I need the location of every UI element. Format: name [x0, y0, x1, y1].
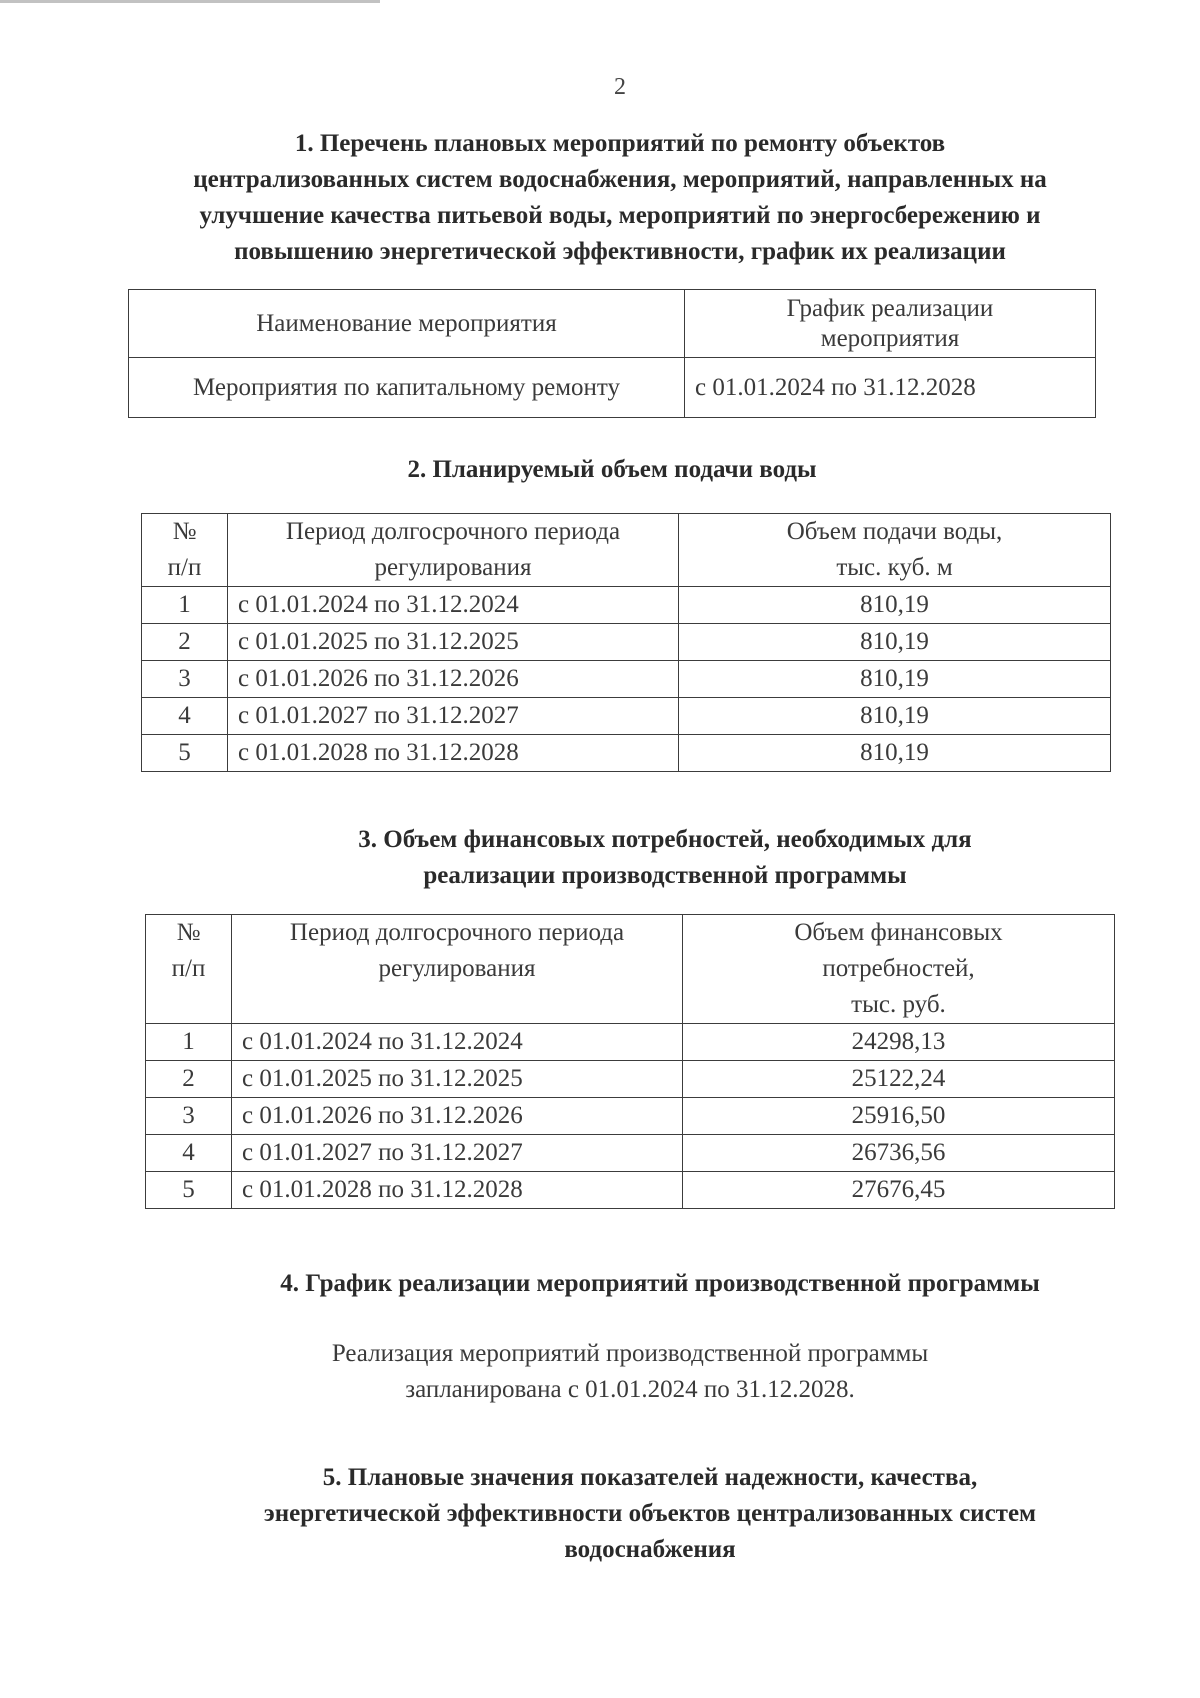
table-row	[142, 661, 1111, 698]
section2-title: 2. Планируемый объем подачи воды	[407, 456, 817, 483]
section3-title-line: реализации производственной программы	[423, 862, 907, 889]
header-period-line: регулирования	[378, 955, 536, 982]
row-amount: 25916,50	[683, 1098, 1115, 1135]
row-volume: 810,19	[679, 587, 1111, 624]
header-schedule-line: мероприятия	[820, 324, 960, 352]
financial-header-row	[146, 915, 1115, 1024]
section1-title-line: 1. Перечень плановых мероприятий по ремонту объектов	[294, 130, 946, 157]
section1-title-line: повышению энергетической эффективности, график их реализации	[234, 238, 1006, 265]
row-num: 2	[146, 1061, 232, 1098]
header-activity-name	[129, 290, 685, 358]
section5-title	[180, 1460, 1120, 1568]
header-amount-line: потребностей,	[822, 955, 975, 982]
header-amount-line: тыс. руб.	[851, 991, 946, 1018]
row-num: 4	[142, 698, 228, 735]
row-num: 4	[146, 1135, 232, 1172]
table-row	[146, 1135, 1115, 1172]
header-volume-line: тыс. куб. м	[836, 554, 953, 581]
activities-header-row	[129, 290, 1096, 358]
header-volume-line: Объем подачи воды,	[786, 518, 1003, 545]
header-period-line: Период долгосрочного периода	[289, 919, 625, 946]
header-amount	[683, 915, 1115, 1024]
header-num	[146, 915, 232, 1024]
row-period: с 01.01.2027 по 31.12.2027	[228, 698, 679, 735]
row-period: с 01.01.2028 по 31.12.2028	[232, 1172, 683, 1209]
header-num-line: №	[176, 919, 201, 946]
table-row	[146, 1172, 1115, 1209]
row-period: с 01.01.2026 по 31.12.2026	[228, 661, 679, 698]
header-period-line: регулирования	[374, 554, 532, 581]
row-num: 1	[146, 1024, 232, 1061]
row-period: с 01.01.2026 по 31.12.2026	[232, 1098, 683, 1135]
header-schedule	[685, 290, 1096, 358]
row-num: 5	[142, 735, 228, 772]
table-row	[142, 735, 1111, 772]
header-period-line: Период долгосрочного периода	[285, 518, 621, 545]
section4-text	[0, 1336, 1200, 1408]
header-period	[228, 514, 679, 587]
row-period: с 01.01.2025 по 31.12.2025	[228, 624, 679, 661]
row-period: с 01.01.2024 по 31.12.2024	[228, 587, 679, 624]
table-row	[146, 1098, 1115, 1135]
row-num: 3	[142, 661, 228, 698]
activities-table	[128, 289, 1096, 418]
row-amount: 24298,13	[683, 1024, 1115, 1061]
row-period: с 01.01.2024 по 31.12.2024	[232, 1024, 683, 1061]
header-volume	[679, 514, 1111, 587]
scan-edge-artifact	[0, 0, 380, 3]
section1-title-line: улучшение качества питьевой воды, мероприятий по энергосбережению и	[199, 202, 1041, 229]
water-supply-table	[141, 513, 1111, 772]
section1-title-line: централизованных систем водоснабжения, мероприятий, направленных на	[193, 166, 1047, 193]
row-volume: 810,19	[679, 698, 1111, 735]
activity-name-cell: Мероприятия по капитальному ремонту	[129, 358, 685, 418]
section5-title-line: водоснабжения	[564, 1536, 736, 1563]
row-period: с 01.01.2025 по 31.12.2025	[232, 1061, 683, 1098]
row-amount: 26736,56	[683, 1135, 1115, 1172]
row-period: с 01.01.2028 по 31.12.2028	[228, 735, 679, 772]
section1-title	[120, 126, 1120, 270]
row-num: 1	[142, 587, 228, 624]
row-volume: 810,19	[679, 624, 1111, 661]
header-schedule-line: График реализации	[786, 294, 994, 322]
row-num: 3	[146, 1098, 232, 1135]
section4-title: 4. График реализации мероприятий производственной программы	[280, 1270, 1040, 1297]
table-row	[142, 587, 1111, 624]
section3-title	[230, 822, 1100, 894]
row-volume: 810,19	[679, 735, 1111, 772]
row-period: с 01.01.2027 по 31.12.2027	[232, 1135, 683, 1172]
header-num	[142, 514, 228, 587]
activity-schedule-cell: с 01.01.2024 по 31.12.2028	[685, 358, 1096, 418]
financial-needs-table	[145, 914, 1115, 1209]
row-volume: 810,19	[679, 661, 1111, 698]
row-num: 5	[146, 1172, 232, 1209]
row-amount: 25122,24	[683, 1061, 1115, 1098]
table-row	[146, 1024, 1115, 1061]
section4-text-line: Реализация мероприятий производственной программы	[331, 1340, 929, 1367]
header-period	[232, 915, 683, 1024]
page-number: 2	[614, 74, 626, 100]
header-activity-name-text: Наименование мероприятия	[256, 309, 557, 337]
section5-title-line: 5. Плановые значения показателей надежности, качества,	[322, 1464, 978, 1491]
section3-title-line: 3. Объем финансовых потребностей, необходимых для	[358, 826, 972, 853]
table-row	[142, 624, 1111, 661]
header-amount-line: Объем финансовых	[794, 919, 1003, 946]
table-row	[142, 698, 1111, 735]
header-num-line: №	[172, 518, 197, 545]
section4-text-line: запланирована с 01.01.2024 по 31.12.2028.	[405, 1376, 855, 1403]
row-num: 2	[142, 624, 228, 661]
water-supply-header-row	[142, 514, 1111, 587]
table-row	[146, 1061, 1115, 1098]
header-num-line: п/п	[171, 955, 206, 982]
row-amount: 27676,45	[683, 1172, 1115, 1209]
table-row	[129, 358, 1096, 418]
header-num-line: п/п	[167, 554, 202, 581]
section5-title-line: энергетической эффективности объектов централизованных систем	[263, 1500, 1037, 1527]
